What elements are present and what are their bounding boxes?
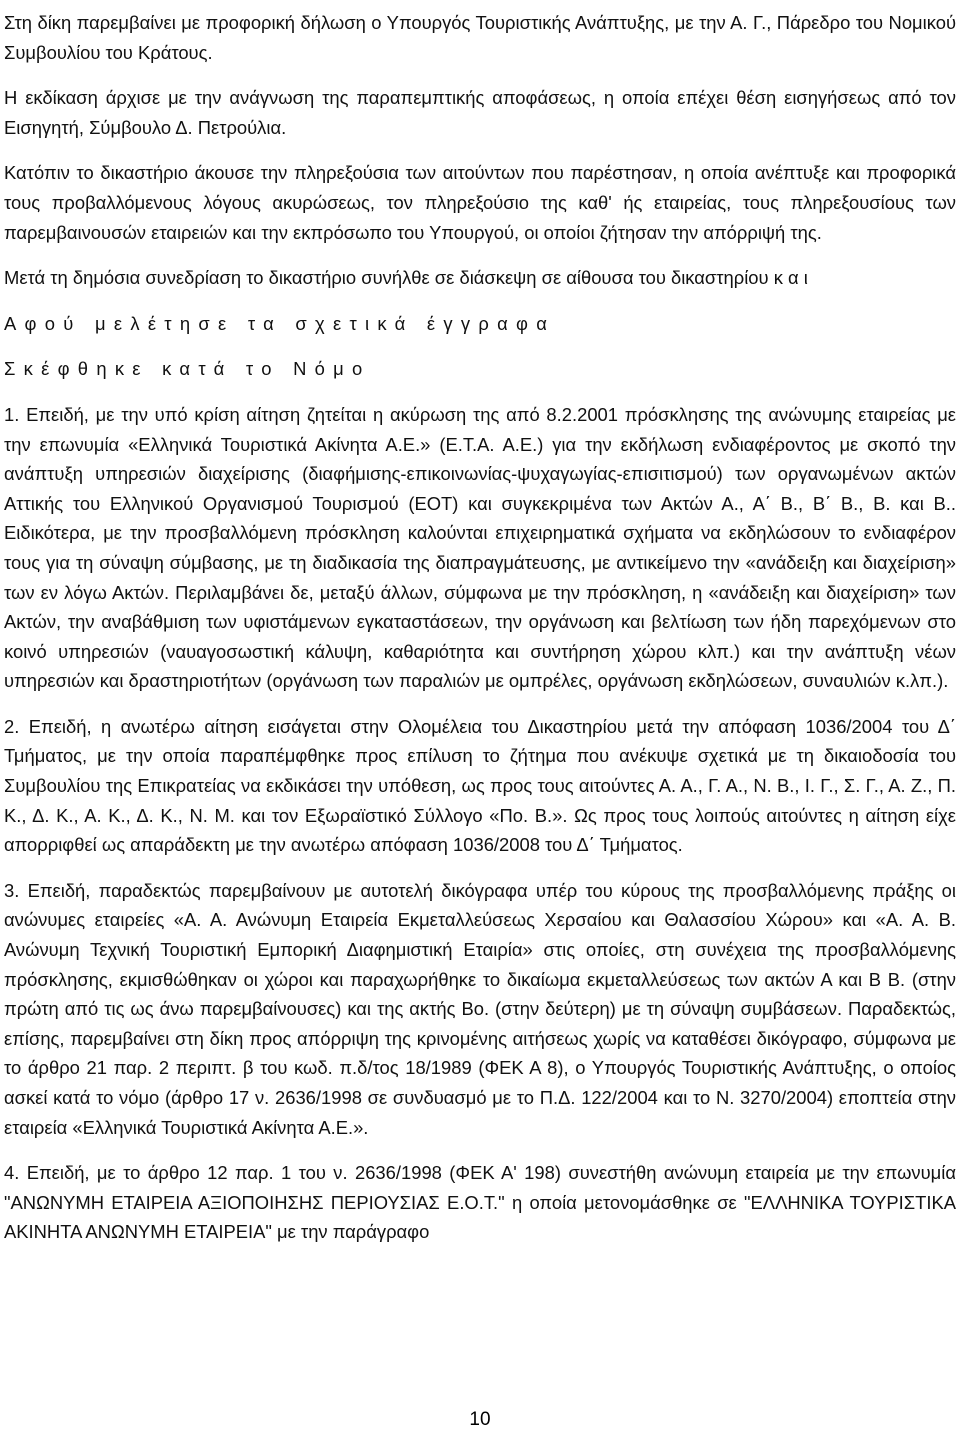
consideration-2: 2. Επειδή, η ανωτέρω αίτηση εισάγεται στην Ολομέλεια του Δικαστηρίου μετά την απόφαση 1036/2004 του Δ΄ Τμήματος, με την οποία παραπέμφθηκε προς επίλυση το ζήτημα που ανέκυψε σχετικά με τη δικαιοδοσία του Συμβουλίου της Επικρατείας να εκδικάσει την υπόθεση, ως προς τους αιτούντες Α. Α., Γ. Α., Ν. Β., Ι. Γ., Σ. Γ., Α. Ζ., Π. Κ., Δ. Κ., Α. Κ., Δ. Κ., Ν. Μ. και τον Εξωραϊστικό Σύλλογο «Πο. Β.». Ως προς τους λοιπούς αιτούντες η αίτηση είχε απορριφθεί ως απαράδεκτη με την ανωτέρω απόφαση 1036/2008 του Δ΄ Τμήματος. [4,715,956,856]
consideration-3: 3. Επειδή, παραδεκτώς παρεμβαίνουν με αυτοτελή δικόγραφα υπέρ του κύρους της προσβαλλόμενης πράξης οι ανώνυμες εταιρείες «Α. Α. Ανώνυμη Εταιρεία Εκμεταλλεύσεως Χερσαίου και Θαλασσίου Χώρου» και «Α. Α. Β. Ανώνυμη Τεχνική Τουριστική Εμπορική Διαφημιστική Εταιρία» στις οποίες, στη συνέχεια της προσβαλλόμενης πρόσκλησης, εκμισθώθηκαν οι χώροι και παραχωρήθηκε το δικαίωμα εκμεταλλεύσεως των ακτών Α και Β Β. (στην πρώτη από τις ως άνω παρεμβαίνουσες) και της ακτής Βο. (στην δεύτερη) με τη σύναψη συμβάσεων. Παραδεκτώς, επίσης, παρεμβαίνει στη δίκη προς απόρριψη της κρινομένης αιτήσεως χωρίς να καταθέσει δικόγραφο, σύμφωνα με το άρθρο 21 παρ. 2 περιπτ. β του κωδ. π.δ/τος 18/1989 (ΦΕΚ Α 8), ο Υπουργός Τουριστικής Ανάπτυξης, ο οποίος ασκεί κατά το νόμο (άρθρο 17 ν. 2636/1998 σε συνδυασμό με το Π.Δ. 122/2004 και το Ν. 3270/2004) εποπτεία στην εταιρεία «Ελληνικά Τουριστικά Ακίνητα Α.Ε.». [4,879,956,1138]
spaced-heading-studied: Αφού μελέτησε τα σχετικά έγγραφα [4,312,556,334]
paragraph-deliberation: Μετά τη δημόσια συνεδρίαση το δικαστήριο συνήλθε σε διάσκεψη σε αίθουσα του δικαστηρίου κ α ι [4,267,808,289]
spaced-heading-considered: Σκέφθηκε κατά το Νόμο [4,358,371,380]
paragraph-intervention: Στη δίκη παρεμβαίνει με προφορική δήλωση ο Υπουργός Τουριστικής Ανάπτυξης, με την Α. Γ., Πάρεδρο του Νομικού Συμβουλίου του Κράτους. [4,12,956,63]
paragraph-arguments: Κατόπιν το δικαστήριο άκουσε την πληρεξούσια των αιτούντων που παρέστησαν, η οποία ανέπτυξε και προφορικά τους προβαλλόμενους λόγους ακυρώσεως, τον πληρεξούσιο της καθ' ής εταιρείας, τους πληρεξουσίους των παρεμβαινουσών εταιρειών και την εκπρόσωπο του Υπουργού, οι οποίοι ζήτησαν την απόρριψή της. [4,162,956,243]
page-number: 10 [469,1409,491,1430]
consideration-1: 1. Επειδή, με την υπό κρίση αίτηση ζητείται η ακύρωση της από 8.2.2001 πρόσκλησης της ανώνυμης εταιρείας με την επωνυμία «Ελληνικά Τουριστικά Ακίνητα Α.Ε.» (Ε.Τ.Α. Α.Ε.) για την εκδήλωση ενδιαφέροντος με σκοπό την ανάπτυξη υπηρεσιών διαχείρισης (διαφήμισης-επικοινωνίας-ψυχαγωγίας-επισιτισμού) των οργανωμένων ακτών Αττικής του Ελληνικού Οργανισμού Τουρισμού (ΕΟΤ) και συγκεκριμένα των Ακτών Α., Α΄ Β., Β΄ Β., Β. και Β.. Ειδικότερα, με την προσβαλλόμενη πρόσκληση καλούνται επιχειρηματικά σχήματα να εκδηλώσουν το ενδιαφέρον τους για τη σύναψη σύμβασης, με τη διαδικασία της διαπραγμάτευσης, με αντικείμενο την «ανάδειξη και διαχείριση» των εν λόγω Ακτών. Περιλαμβάνει δε, μεταξύ άλλων, σύμφωνα με την πρόσκληση, η «ανάδειξη και διαχείριση» των Ακτών, την αναβάθμιση των υφιστάμενων εγκαταστάσεων, την οργάνωση και βελτίωση των ήδη παρεχόμενων στο κοινό υπηρεσιών (ναυαγοσωστική κάλυψη, καθαριότητα και συντήρηση χώρου κλπ.) και την ανάπτυξη νέων υπηρεσιών και δραστηριοτήτων (οργάνωση των παραλιών με ομπρέλες, οργάνωση εκδηλώσεων, συναυλιών κ.λπ.). [4,403,956,692]
consideration-4: 4. Επειδή, με το άρθρο 12 παρ. 1 του ν. 2636/1998 (ΦΕΚ Α' 198) συνεστήθη ανώνυμη εταιρεία με την επωνυμία "ΑΝΩΝΥΜΗ ΕΤΑΙΡΕΙΑ ΑΞΙΟΠΟΙΗΣΗΣ ΠΕΡΙΟΥΣΙΑΣ Ε.Ο.Τ." η οποία μετονομάσθηκε σε "ΕΛΛΗΝΙΚΑ ΤΟΥΡΙΣΤΙΚΑ ΑΚΙΝΗΤΑ ΑΝΩΝΥΜΗ ΕΤΑΙΡΕΙΑ" με την παράγραφο [4,1162,956,1243]
paragraph-hearing: Η εκδίκαση άρχισε με την ανάγνωση της παραπεμπτικής αποφάσεως, η οποία επέχει θέση εισηγήσεως από τον Εισηγητή, Σύμβουλο Δ. Πετρούλια. [4,87,956,138]
